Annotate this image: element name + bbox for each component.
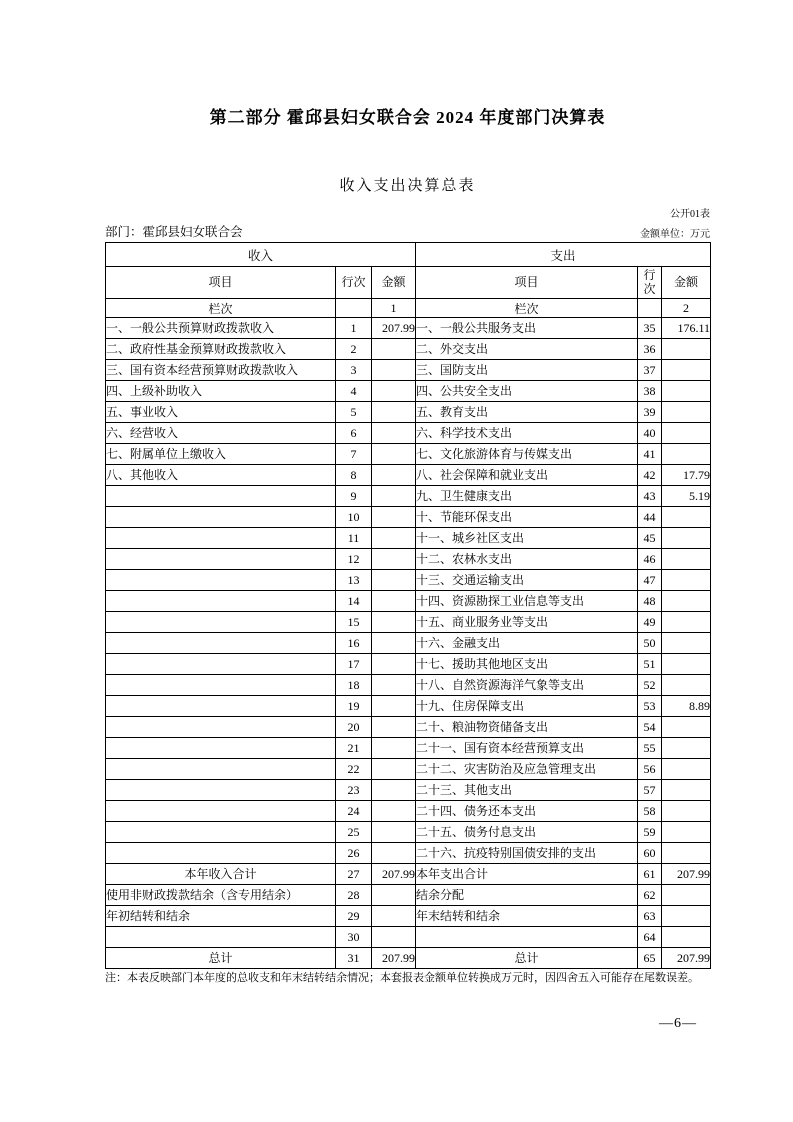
income-amount: [372, 906, 416, 927]
expense-row-number: 48: [638, 591, 662, 612]
income-item-col-header: 项目: [106, 267, 336, 299]
table-row: [106, 738, 711, 759]
expense-amount: [662, 528, 711, 549]
income-row-number: 24: [336, 801, 372, 822]
income-column-number: 1: [372, 299, 416, 318]
income-row-number: 9: [336, 486, 372, 507]
income-row-number: 30: [336, 927, 372, 948]
income-row-number: 6: [336, 423, 372, 444]
income-item: [106, 549, 336, 570]
income-amount: [372, 570, 416, 591]
income-amount: [372, 633, 416, 654]
expense-item: 总计: [416, 948, 638, 969]
income-item: [106, 675, 336, 696]
income-item: 一、一般公共预算财政拨款收入: [106, 318, 336, 339]
table-row: [106, 318, 711, 339]
income-row-number: 1: [336, 318, 372, 339]
expense-amount: [662, 843, 711, 864]
expense-row-number: 52: [638, 675, 662, 696]
income-amount: 207.99: [372, 318, 416, 339]
income-row-number: 23: [336, 780, 372, 801]
expense-amount: [662, 801, 711, 822]
expense-amount: [662, 612, 711, 633]
income-amount: [372, 885, 416, 906]
expense-row-number: 36: [638, 339, 662, 360]
expense-row-number: 62: [638, 885, 662, 906]
expense-item: 十五、商业服务业等支出: [416, 612, 638, 633]
income-amount: [372, 927, 416, 948]
table-row: [106, 780, 711, 801]
income-item: [106, 780, 336, 801]
expense-item: 二、外交支出: [416, 339, 638, 360]
expense-row-number: 57: [638, 780, 662, 801]
income-amount: [372, 444, 416, 465]
income-row-number: 10: [336, 507, 372, 528]
table-row: [106, 696, 711, 717]
table-row: [106, 507, 711, 528]
table-row: [106, 822, 711, 843]
income-row-number: 25: [336, 822, 372, 843]
expense-amount: [662, 822, 711, 843]
income-item: [106, 528, 336, 549]
expense-amount: [662, 360, 711, 381]
income-row-number: 29: [336, 906, 372, 927]
expense-item: 十六、金融支出: [416, 633, 638, 654]
expense-row-number: 53: [638, 696, 662, 717]
income-item: [106, 759, 336, 780]
income-item: 五、事业收入: [106, 402, 336, 423]
table-row: [106, 423, 711, 444]
expense-section-header: 支出: [416, 243, 711, 267]
expense-amount: [662, 654, 711, 675]
income-row-number: 28: [336, 885, 372, 906]
expense-item: 年末结转和结余: [416, 906, 638, 927]
expense-item: 十八、自然资源海洋气象等支出: [416, 675, 638, 696]
income-amount: [372, 402, 416, 423]
expense-rowno-col-header: 行次: [638, 267, 662, 299]
expense-amount: [662, 549, 711, 570]
expense-amount: [662, 675, 711, 696]
income-amount: [372, 801, 416, 822]
income-amount: [372, 465, 416, 486]
expense-row-number: 63: [638, 906, 662, 927]
income-amount: 207.99: [372, 864, 416, 885]
expense-row-number: 51: [638, 654, 662, 675]
income-row-number: 11: [336, 528, 372, 549]
expense-amount: [662, 780, 711, 801]
income-item: 四、上级补助收入: [106, 381, 336, 402]
income-item: [106, 927, 336, 948]
income-amount: [372, 423, 416, 444]
income-item: 总计: [106, 948, 336, 969]
income-item: [106, 570, 336, 591]
income-item: 二、政府性基金预算财政拨款收入: [106, 339, 336, 360]
expense-item: 六、科学技术支出: [416, 423, 638, 444]
income-row-number: 13: [336, 570, 372, 591]
table-code: 公开01表: [670, 209, 710, 220]
expense-amount: 17.79: [662, 465, 711, 486]
table-row: [106, 402, 711, 423]
table-row: [106, 675, 711, 696]
expense-item-col-header: 项目: [416, 267, 638, 299]
expense-row-number: 50: [638, 633, 662, 654]
income-section-header: 收入: [106, 243, 416, 267]
table-column-header-row: [106, 267, 711, 299]
table-row: [106, 549, 711, 570]
income-row-number: 7: [336, 444, 372, 465]
expense-item: 二十二、灾害防治及应急管理支出: [416, 759, 638, 780]
expense-item: 四、公共安全支出: [416, 381, 638, 402]
expense-row-number: 47: [638, 570, 662, 591]
expense-item: 七、文化旅游体育与传媒支出: [416, 444, 638, 465]
expense-item: 二十、粮油物资储备支出: [416, 717, 638, 738]
expense-amount: [662, 570, 711, 591]
income-item: 本年收入合计: [106, 864, 336, 885]
income-item: [106, 738, 336, 759]
income-row-number: 3: [336, 360, 372, 381]
expense-lanci-label: 栏次: [416, 299, 638, 318]
expense-row-number: 39: [638, 402, 662, 423]
table-row: [106, 444, 711, 465]
income-item: [106, 486, 336, 507]
income-row-number: 8: [336, 465, 372, 486]
table-row: [106, 885, 711, 906]
income-row-number: 17: [336, 654, 372, 675]
expense-item: 二十六、抗疫特别国债安排的支出: [416, 843, 638, 864]
income-amount: [372, 549, 416, 570]
expense-row-number: 64: [638, 927, 662, 948]
income-row-number: 22: [336, 759, 372, 780]
expense-row-number: 43: [638, 486, 662, 507]
income-amount: [372, 759, 416, 780]
expense-item: 十、节能环保支出: [416, 507, 638, 528]
table-row: [106, 759, 711, 780]
income-row-number: 16: [336, 633, 372, 654]
income-row-number: 26: [336, 843, 372, 864]
expense-item: 十二、农林水支出: [416, 549, 638, 570]
income-item: [106, 633, 336, 654]
expense-item: 十四、资源勘探工业信息等支出: [416, 591, 638, 612]
table-head: [106, 243, 711, 318]
table-row: [106, 360, 711, 381]
page-title: 第二部分 霍邱县妇女联合会 2024 年度部门决算表: [209, 108, 606, 127]
expense-amount: [662, 402, 711, 423]
income-item: [106, 612, 336, 633]
income-amount: [372, 696, 416, 717]
table-row: [106, 591, 711, 612]
expense-item: 十一、城乡社区支出: [416, 528, 638, 549]
expense-amount: [662, 759, 711, 780]
expense-row-number: 42: [638, 465, 662, 486]
expense-row-number: 59: [638, 822, 662, 843]
income-amount: [372, 822, 416, 843]
income-amount: [372, 717, 416, 738]
expense-amount: [662, 444, 711, 465]
income-item: [106, 822, 336, 843]
expense-amount: 176.11: [662, 318, 711, 339]
table-row: [106, 906, 711, 927]
income-item: [106, 801, 336, 822]
expense-item: 结余分配: [416, 885, 638, 906]
column-index-row: [106, 299, 711, 318]
expense-row-number: 40: [638, 423, 662, 444]
income-row-number: 18: [336, 675, 372, 696]
income-row-number: 15: [336, 612, 372, 633]
income-item: 三、国有资本经营预算财政拨款收入: [106, 360, 336, 381]
table-row: [106, 654, 711, 675]
expense-item: [416, 927, 638, 948]
income-row-number: 31: [336, 948, 372, 969]
expense-item: 三、国防支出: [416, 360, 638, 381]
table-row: [106, 570, 711, 591]
income-amount: [372, 381, 416, 402]
income-amount: [372, 738, 416, 759]
expense-row-number: 56: [638, 759, 662, 780]
expense-amount: 207.99: [662, 948, 711, 969]
expense-row-number: 58: [638, 801, 662, 822]
table-row: [106, 339, 711, 360]
table-section-header-row: [106, 243, 711, 267]
table-row: [106, 465, 711, 486]
expense-row-number: 61: [638, 864, 662, 885]
expense-row-number: 44: [638, 507, 662, 528]
income-amount: [372, 528, 416, 549]
expense-item: 九、卫生健康支出: [416, 486, 638, 507]
income-row-number: 12: [336, 549, 372, 570]
expense-amount: [662, 738, 711, 759]
income-amount: [372, 675, 416, 696]
unit-label: 金额单位：万元: [640, 229, 710, 240]
expense-amount: [662, 906, 711, 927]
expense-row-number: 37: [638, 360, 662, 381]
table-row: [106, 633, 711, 654]
table-row: [106, 486, 711, 507]
table-row: [106, 717, 711, 738]
expense-row-number: 55: [638, 738, 662, 759]
expense-item: 一、一般公共服务支出: [416, 318, 638, 339]
table-title: 收入支出决算总表: [339, 178, 476, 194]
expense-item: 本年支出合计: [416, 864, 638, 885]
expense-amount: [662, 507, 711, 528]
income-item: 六、经营收入: [106, 423, 336, 444]
income-amount: [372, 339, 416, 360]
income-amount: [372, 780, 416, 801]
income-item: [106, 507, 336, 528]
table-row: [106, 528, 711, 549]
income-row-number: 20: [336, 717, 372, 738]
table-row: [106, 843, 711, 864]
expense-row-number: 45: [638, 528, 662, 549]
page-number: —6—: [659, 1016, 697, 1031]
expense-amount: 5.19: [662, 486, 711, 507]
income-item: 年初结转和结余: [106, 906, 336, 927]
expense-column-number: 2: [662, 299, 711, 318]
expense-item: 十七、援助其他地区支出: [416, 654, 638, 675]
income-row-number: 2: [336, 339, 372, 360]
expense-amount: [662, 885, 711, 906]
expense-amount: [662, 423, 711, 444]
income-lanci-spacer: [336, 299, 372, 318]
income-item: [106, 696, 336, 717]
expense-item: 十三、交通运输支出: [416, 570, 638, 591]
expense-item: 二十一、国有资本经营预算支出: [416, 738, 638, 759]
expense-amount: [662, 927, 711, 948]
income-item: [106, 843, 336, 864]
expense-row-number: 65: [638, 948, 662, 969]
income-row-number: 5: [336, 402, 372, 423]
expense-item: 二十五、债务付息支出: [416, 822, 638, 843]
income-row-number: 14: [336, 591, 372, 612]
table-note: 注：本表反映部门本年度的总收支和年末结转结余情况；本套报表金额单位转换成万元时，因四舍五入可能存在尾数误差。: [105, 972, 699, 984]
expense-amount: 8.89: [662, 696, 711, 717]
income-amount: [372, 612, 416, 633]
expense-item: 二十四、债务还本支出: [416, 801, 638, 822]
expense-row-number: 38: [638, 381, 662, 402]
expense-amount: [662, 339, 711, 360]
expense-item: 五、教育支出: [416, 402, 638, 423]
expense-lanci-spacer: [638, 299, 662, 318]
income-row-number: 4: [336, 381, 372, 402]
budget-table: [105, 242, 711, 969]
expense-amount: [662, 633, 711, 654]
income-rowno-col-header: 行次: [336, 267, 372, 299]
table-row: [106, 927, 711, 948]
expense-row-number: 54: [638, 717, 662, 738]
income-amount: 207.99: [372, 948, 416, 969]
table-row: [106, 801, 711, 822]
income-item: [106, 591, 336, 612]
expense-item: 八、社会保障和就业支出: [416, 465, 638, 486]
income-amount: [372, 654, 416, 675]
table-row: [106, 864, 711, 885]
income-item: [106, 717, 336, 738]
table-body: [106, 318, 711, 969]
department-label: 部门：霍邱县妇女联合会: [105, 225, 243, 239]
expense-row-number: 60: [638, 843, 662, 864]
meta-line: [105, 222, 710, 240]
income-amount: [372, 591, 416, 612]
expense-row-number: 46: [638, 549, 662, 570]
expense-item: 十九、住房保障支出: [416, 696, 638, 717]
expense-amount: [662, 717, 711, 738]
expense-item: 二十三、其他支出: [416, 780, 638, 801]
income-row-number: 19: [336, 696, 372, 717]
expense-row-number: 41: [638, 444, 662, 465]
income-amount: [372, 486, 416, 507]
income-item: 八、其他收入: [106, 465, 336, 486]
income-row-number: 21: [336, 738, 372, 759]
income-item: 使用非财政拨款结余（含专用结余）: [106, 885, 336, 906]
table-row: [106, 948, 711, 969]
income-lanci-label: 栏次: [106, 299, 336, 318]
expense-amount-col-header: 金额: [662, 267, 711, 299]
income-amount: [372, 360, 416, 381]
table-row: [106, 381, 711, 402]
expense-row-number: 49: [638, 612, 662, 633]
income-row-number: 27: [336, 864, 372, 885]
expense-row-number: 35: [638, 318, 662, 339]
income-amount-col-header: 金额: [372, 267, 416, 299]
expense-amount: [662, 381, 711, 402]
table-row: [106, 612, 711, 633]
income-amount: [372, 843, 416, 864]
expense-amount: [662, 591, 711, 612]
income-item: 七、附属单位上缴收入: [106, 444, 336, 465]
income-item: [106, 654, 336, 675]
expense-amount: 207.99: [662, 864, 711, 885]
income-amount: [372, 507, 416, 528]
